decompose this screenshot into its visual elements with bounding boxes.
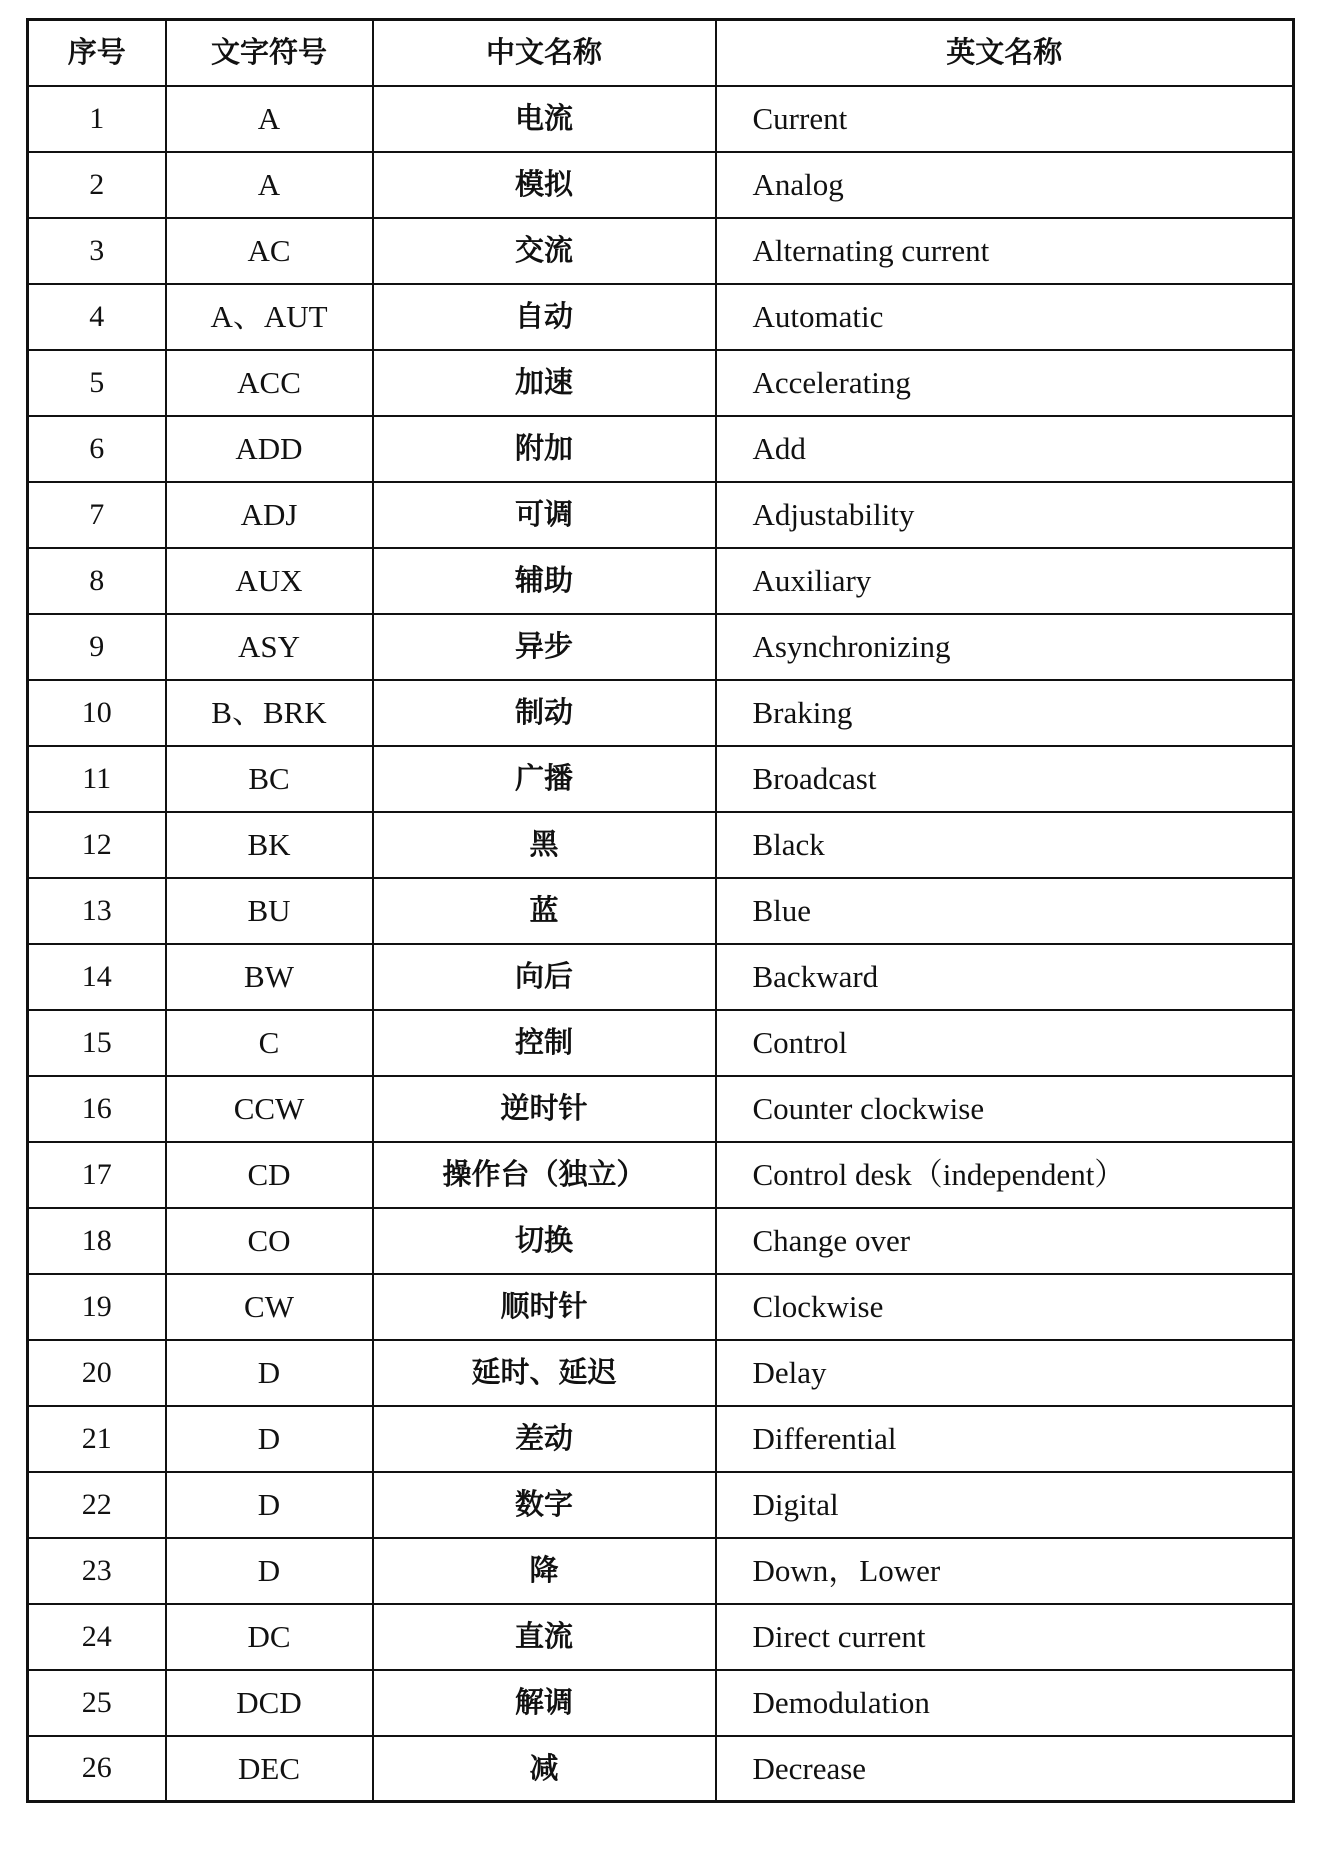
row-index-cell: 9 bbox=[28, 614, 166, 680]
row-index-cell: 21 bbox=[28, 1406, 166, 1472]
row-symbol-cell: AC bbox=[166, 218, 373, 284]
table-row bbox=[28, 86, 1294, 152]
table-row bbox=[28, 218, 1294, 284]
row-symbol-cell: BK bbox=[166, 812, 373, 878]
row-en-name-cell: Blue bbox=[716, 878, 1294, 944]
row-en-name-cell: Automatic bbox=[716, 284, 1294, 350]
table-row bbox=[28, 746, 1294, 812]
row-index-cell: 17 bbox=[28, 1142, 166, 1208]
row-cn-name-cell: 解调 bbox=[373, 1670, 716, 1736]
row-index-cell: 13 bbox=[28, 878, 166, 944]
header-cn-name: 中文名称 bbox=[373, 20, 716, 86]
row-en-name-cell: Alternating current bbox=[716, 218, 1294, 284]
row-index-cell: 11 bbox=[28, 746, 166, 812]
row-symbol-cell: D bbox=[166, 1406, 373, 1472]
row-en-name-cell: Black bbox=[716, 812, 1294, 878]
row-index-cell: 25 bbox=[28, 1670, 166, 1736]
row-cn-name-cell: 模拟 bbox=[373, 152, 716, 218]
row-symbol-cell: AUX bbox=[166, 548, 373, 614]
row-index-cell: 4 bbox=[28, 284, 166, 350]
row-en-name-cell: Backward bbox=[716, 944, 1294, 1010]
row-symbol-cell: BC bbox=[166, 746, 373, 812]
row-symbol-cell: CD bbox=[166, 1142, 373, 1208]
row-index-cell: 14 bbox=[28, 944, 166, 1010]
table-row bbox=[28, 1670, 1294, 1736]
table-row bbox=[28, 416, 1294, 482]
row-cn-name-cell: 制动 bbox=[373, 680, 716, 746]
row-symbol-cell: DC bbox=[166, 1604, 373, 1670]
row-index-cell: 5 bbox=[28, 350, 166, 416]
row-en-name-cell: Braking bbox=[716, 680, 1294, 746]
row-en-name-cell: Delay bbox=[716, 1340, 1294, 1406]
table-row bbox=[28, 1076, 1294, 1142]
row-index-cell: 6 bbox=[28, 416, 166, 482]
row-en-name-cell: Control bbox=[716, 1010, 1294, 1076]
row-cn-name-cell: 加速 bbox=[373, 350, 716, 416]
row-cn-name-cell: 广播 bbox=[373, 746, 716, 812]
row-index-cell: 15 bbox=[28, 1010, 166, 1076]
table-row bbox=[28, 1472, 1294, 1538]
row-cn-name-cell: 附加 bbox=[373, 416, 716, 482]
row-symbol-cell: ADJ bbox=[166, 482, 373, 548]
table-row bbox=[28, 1340, 1294, 1406]
table-header bbox=[28, 20, 1294, 86]
row-index-cell: 18 bbox=[28, 1208, 166, 1274]
table-row bbox=[28, 944, 1294, 1010]
row-index-cell: 1 bbox=[28, 86, 166, 152]
table-row bbox=[28, 1274, 1294, 1340]
row-cn-name-cell: 数字 bbox=[373, 1472, 716, 1538]
table-row bbox=[28, 1142, 1294, 1208]
row-en-name-cell: Down，Lower bbox=[716, 1538, 1294, 1604]
row-symbol-cell: CO bbox=[166, 1208, 373, 1274]
table-row bbox=[28, 614, 1294, 680]
table-row bbox=[28, 680, 1294, 746]
row-symbol-cell: D bbox=[166, 1340, 373, 1406]
row-index-cell: 26 bbox=[28, 1736, 166, 1802]
row-cn-name-cell: 逆时针 bbox=[373, 1076, 716, 1142]
row-en-name-cell: Decrease bbox=[716, 1736, 1294, 1802]
row-cn-name-cell: 操作台（独立） bbox=[373, 1142, 716, 1208]
row-symbol-cell: CCW bbox=[166, 1076, 373, 1142]
row-cn-name-cell: 自动 bbox=[373, 284, 716, 350]
row-cn-name-cell: 异步 bbox=[373, 614, 716, 680]
row-symbol-cell: DEC bbox=[166, 1736, 373, 1802]
row-index-cell: 12 bbox=[28, 812, 166, 878]
row-cn-name-cell: 减 bbox=[373, 1736, 716, 1802]
row-en-name-cell: Direct current bbox=[716, 1604, 1294, 1670]
header-symbol: 文字符号 bbox=[166, 20, 373, 86]
row-en-name-cell: Accelerating bbox=[716, 350, 1294, 416]
row-cn-name-cell: 切换 bbox=[373, 1208, 716, 1274]
row-en-name-cell: Current bbox=[716, 86, 1294, 152]
row-en-name-cell: Analog bbox=[716, 152, 1294, 218]
table-row bbox=[28, 482, 1294, 548]
header-row bbox=[28, 20, 1294, 86]
row-cn-name-cell: 顺时针 bbox=[373, 1274, 716, 1340]
table-row bbox=[28, 152, 1294, 218]
row-index-cell: 24 bbox=[28, 1604, 166, 1670]
table-row bbox=[28, 1736, 1294, 1802]
row-en-name-cell: Add bbox=[716, 416, 1294, 482]
row-symbol-cell: ACC bbox=[166, 350, 373, 416]
row-cn-name-cell: 控制 bbox=[373, 1010, 716, 1076]
table-row bbox=[28, 878, 1294, 944]
row-cn-name-cell: 直流 bbox=[373, 1604, 716, 1670]
row-symbol-cell: C bbox=[166, 1010, 373, 1076]
row-index-cell: 7 bbox=[28, 482, 166, 548]
row-en-name-cell: Control desk（independent） bbox=[716, 1142, 1294, 1208]
row-symbol-cell: CW bbox=[166, 1274, 373, 1340]
symbol-table bbox=[26, 18, 1295, 1803]
header-index: 序号 bbox=[28, 20, 166, 86]
row-en-name-cell: Change over bbox=[716, 1208, 1294, 1274]
row-cn-name-cell: 可调 bbox=[373, 482, 716, 548]
row-en-name-cell: Demodulation bbox=[716, 1670, 1294, 1736]
row-symbol-cell: ADD bbox=[166, 416, 373, 482]
row-en-name-cell: Adjustability bbox=[716, 482, 1294, 548]
row-symbol-cell: A bbox=[166, 86, 373, 152]
row-cn-name-cell: 蓝 bbox=[373, 878, 716, 944]
row-symbol-cell: BU bbox=[166, 878, 373, 944]
row-symbol-cell: ASY bbox=[166, 614, 373, 680]
table-body bbox=[28, 86, 1294, 1802]
table-row bbox=[28, 548, 1294, 614]
row-cn-name-cell: 向后 bbox=[373, 944, 716, 1010]
row-en-name-cell: Asynchronizing bbox=[716, 614, 1294, 680]
table-row bbox=[28, 1604, 1294, 1670]
row-symbol-cell: DCD bbox=[166, 1670, 373, 1736]
row-cn-name-cell: 延时、延迟 bbox=[373, 1340, 716, 1406]
header-en-name: 英文名称 bbox=[716, 20, 1294, 86]
row-cn-name-cell: 辅助 bbox=[373, 548, 716, 614]
table-row bbox=[28, 284, 1294, 350]
row-index-cell: 19 bbox=[28, 1274, 166, 1340]
row-index-cell: 3 bbox=[28, 218, 166, 284]
row-cn-name-cell: 黑 bbox=[373, 812, 716, 878]
row-index-cell: 10 bbox=[28, 680, 166, 746]
row-cn-name-cell: 降 bbox=[373, 1538, 716, 1604]
row-cn-name-cell: 交流 bbox=[373, 218, 716, 284]
row-symbol-cell: BW bbox=[166, 944, 373, 1010]
table-row bbox=[28, 1406, 1294, 1472]
row-symbol-cell: D bbox=[166, 1538, 373, 1604]
row-cn-name-cell: 差动 bbox=[373, 1406, 716, 1472]
row-symbol-cell: D bbox=[166, 1472, 373, 1538]
row-en-name-cell: Counter clockwise bbox=[716, 1076, 1294, 1142]
row-symbol-cell: B、BRK bbox=[166, 680, 373, 746]
row-en-name-cell: Broadcast bbox=[716, 746, 1294, 812]
table-row bbox=[28, 812, 1294, 878]
table-row bbox=[28, 1208, 1294, 1274]
row-index-cell: 16 bbox=[28, 1076, 166, 1142]
row-index-cell: 8 bbox=[28, 548, 166, 614]
row-index-cell: 23 bbox=[28, 1538, 166, 1604]
row-cn-name-cell: 电流 bbox=[373, 86, 716, 152]
row-en-name-cell: Digital bbox=[716, 1472, 1294, 1538]
table-row bbox=[28, 1010, 1294, 1076]
row-en-name-cell: Differential bbox=[716, 1406, 1294, 1472]
table-row bbox=[28, 350, 1294, 416]
row-en-name-cell: Auxiliary bbox=[716, 548, 1294, 614]
row-index-cell: 20 bbox=[28, 1340, 166, 1406]
row-en-name-cell: Clockwise bbox=[716, 1274, 1294, 1340]
table-row bbox=[28, 1538, 1294, 1604]
row-symbol-cell: A bbox=[166, 152, 373, 218]
row-index-cell: 22 bbox=[28, 1472, 166, 1538]
row-index-cell: 2 bbox=[28, 152, 166, 218]
row-symbol-cell: A、AUT bbox=[166, 284, 373, 350]
